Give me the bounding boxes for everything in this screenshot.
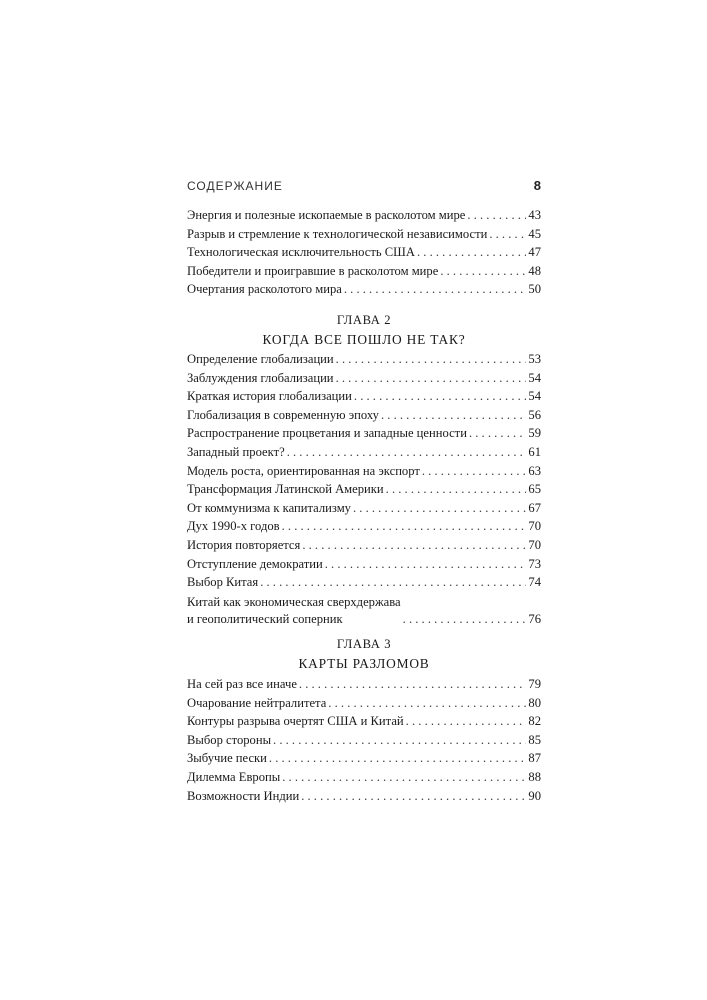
intro-entries [187,206,541,299]
chapter-label: ГЛАВА 3 [336,637,392,651]
toc-entry-title: Отступление демократии [187,556,323,571]
toc-entry[interactable] [187,787,541,806]
toc-entry[interactable] [187,694,541,713]
leader-dots [354,387,527,406]
toc-entry[interactable] [187,262,541,281]
leader-dots [260,573,526,592]
toc-entry-page: 45 [528,226,541,241]
leader-dots [336,350,527,369]
toc-entry-title: Дилемма Европы [187,769,281,784]
toc-entry[interactable] [187,350,541,369]
toc-entry-page: 80 [528,695,541,710]
toc-entry[interactable] [187,712,541,731]
toc-entry-page: 48 [528,263,541,278]
toc-entry-page: 59 [528,426,541,441]
toc-entry[interactable] [187,555,541,574]
toc-entry-page: 82 [528,714,541,729]
leader-dots [282,768,526,787]
toc-entry-title: Выбор Китая [187,575,259,590]
chapter-title: КАРТЫ РАЗЛОМОВ [298,656,430,671]
toc-entry[interactable] [187,573,541,592]
toc-entry[interactable] [187,387,541,406]
toc-entry-title: Глобализация в современную эпоху [187,407,379,422]
toc-entry-page: 70 [528,519,541,534]
toc-entry[interactable] [187,280,541,299]
toc-entry-title: Западный проект? [187,444,285,459]
toc-entry-page: 54 [528,389,541,404]
leader-dots [269,749,527,768]
running-head [187,178,541,196]
toc-entry-page: 87 [528,751,541,766]
toc-entry-page: 43 [528,208,541,222]
leader-dots [469,424,526,443]
toc-entry-title [187,594,401,629]
toc-entry-title: Возможности Индии [187,788,300,803]
toc-entry-title: Модель роста, ориентированная на экспорт [187,463,420,478]
toc-entry-title: История повторяется [187,537,301,552]
toc-entry-page: 63 [528,463,541,478]
toc-entry-page: 47 [528,245,541,260]
leader-dots [422,462,527,481]
toc-entry[interactable] [187,480,541,499]
toc-entry-title: Краткая история глобализации [187,389,352,404]
chapter-label: ГЛАВА 2 [336,313,392,327]
toc-entry[interactable] [187,731,541,750]
leader-dots [417,243,526,262]
toc-entry-title: Трансформация Латинской Америки [187,482,384,497]
toc-entry[interactable] [187,225,541,244]
leader-dots [273,731,526,750]
chapter3-entries [187,675,541,805]
toc-entry-title: Очарование нейтралитета [187,695,327,710]
toc-entry[interactable] [187,517,541,536]
toc-entry-page: 70 [528,537,541,552]
leader-dots [440,262,526,281]
toc-entry-page: 54 [528,370,541,385]
toc-entry[interactable] [187,768,541,787]
leader-dots [282,517,527,536]
toc-entry-page: 90 [528,788,541,803]
toc-entry-title-line1: Китай как экономическая сверхдержава [187,594,401,609]
leader-dots [344,280,527,299]
leader-dots [386,480,527,499]
leader-dots [287,443,527,462]
toc-entry-title: Дух 1990-х годов [187,519,280,534]
toc-entry-page: 85 [528,732,541,747]
toc-entry[interactable] [187,675,541,694]
toc-entry-title: Распространение процветания и западные ценности [187,426,467,441]
toc-entry[interactable] [187,206,541,225]
leader-dots [302,536,526,555]
toc-entry-title: Определение глобализации [187,352,334,366]
toc-entry[interactable] [187,749,541,768]
chapter2-heading [187,312,541,349]
leader-dots [325,555,527,574]
toc-entry-page: 76 [528,612,541,627]
leader-dots [403,611,527,629]
toc-entry-page: 56 [528,407,541,422]
toc-entry-title-line2: и геополитический соперник [187,612,343,627]
toc-entry-page: 74 [528,575,541,590]
toc-entry-page: 61 [528,444,541,459]
leader-dots [467,206,526,225]
running-head-title: СОДЕРЖАНИЕ [187,179,283,193]
chapter-title: КОГДА ВСЕ ПОШЛО НЕ ТАК? [262,332,466,347]
toc-entry-page: 67 [528,500,541,515]
toc-entry-page: 53 [528,352,541,366]
leader-dots [299,675,527,694]
toc-entry-multiline[interactable] [187,592,541,629]
toc-entry-title: Контуры разрыва очертят США и Китай [187,714,404,729]
toc-entry[interactable] [187,462,541,481]
toc-entry-title: Очертания расколотого мира [187,282,342,297]
chapter2-entries [187,350,541,629]
toc-entry[interactable] [187,499,541,518]
leader-dots [301,787,526,806]
leader-dots [381,406,526,425]
toc-entry-page: 65 [528,482,541,497]
toc-entry-title: Энергия и полезные ископаемые в расколотом мире [187,208,466,222]
leader-dots [489,225,526,244]
toc-entry-title: Заблуждения глобализации [187,370,334,385]
toc-entry[interactable] [187,443,541,462]
leader-dots [353,499,526,518]
toc-entry-page: 50 [528,282,541,297]
page-number: 8 [533,178,541,193]
toc-entry-page: 79 [528,677,541,691]
leader-dots [406,712,527,731]
toc-entry-title: Разрыв и стремление к технологической независимости [187,226,488,241]
toc-entry[interactable] [187,424,541,443]
toc-entry-page: 88 [528,769,541,784]
toc-entry-title: Выбор стороны [187,732,272,747]
toc-entry[interactable] [187,369,541,388]
toc-entry-page: 73 [528,556,541,571]
toc-entry[interactable] [187,243,541,262]
toc-entry[interactable] [187,406,541,425]
chapter3-heading [187,636,541,673]
leader-dots [336,369,527,388]
toc-entry-title: От коммунизма к капитализму [187,500,351,515]
leader-dots [328,694,526,713]
toc-entry-title: Зыбучие пески [187,751,267,766]
toc-entry[interactable] [187,536,541,555]
toc-entry-title: Победители и проигравшие в расколотом мире [187,263,439,278]
toc-entry-title: На сей раз все иначе [187,677,297,691]
toc-entry-title: Технологическая исключительность США [187,245,415,260]
